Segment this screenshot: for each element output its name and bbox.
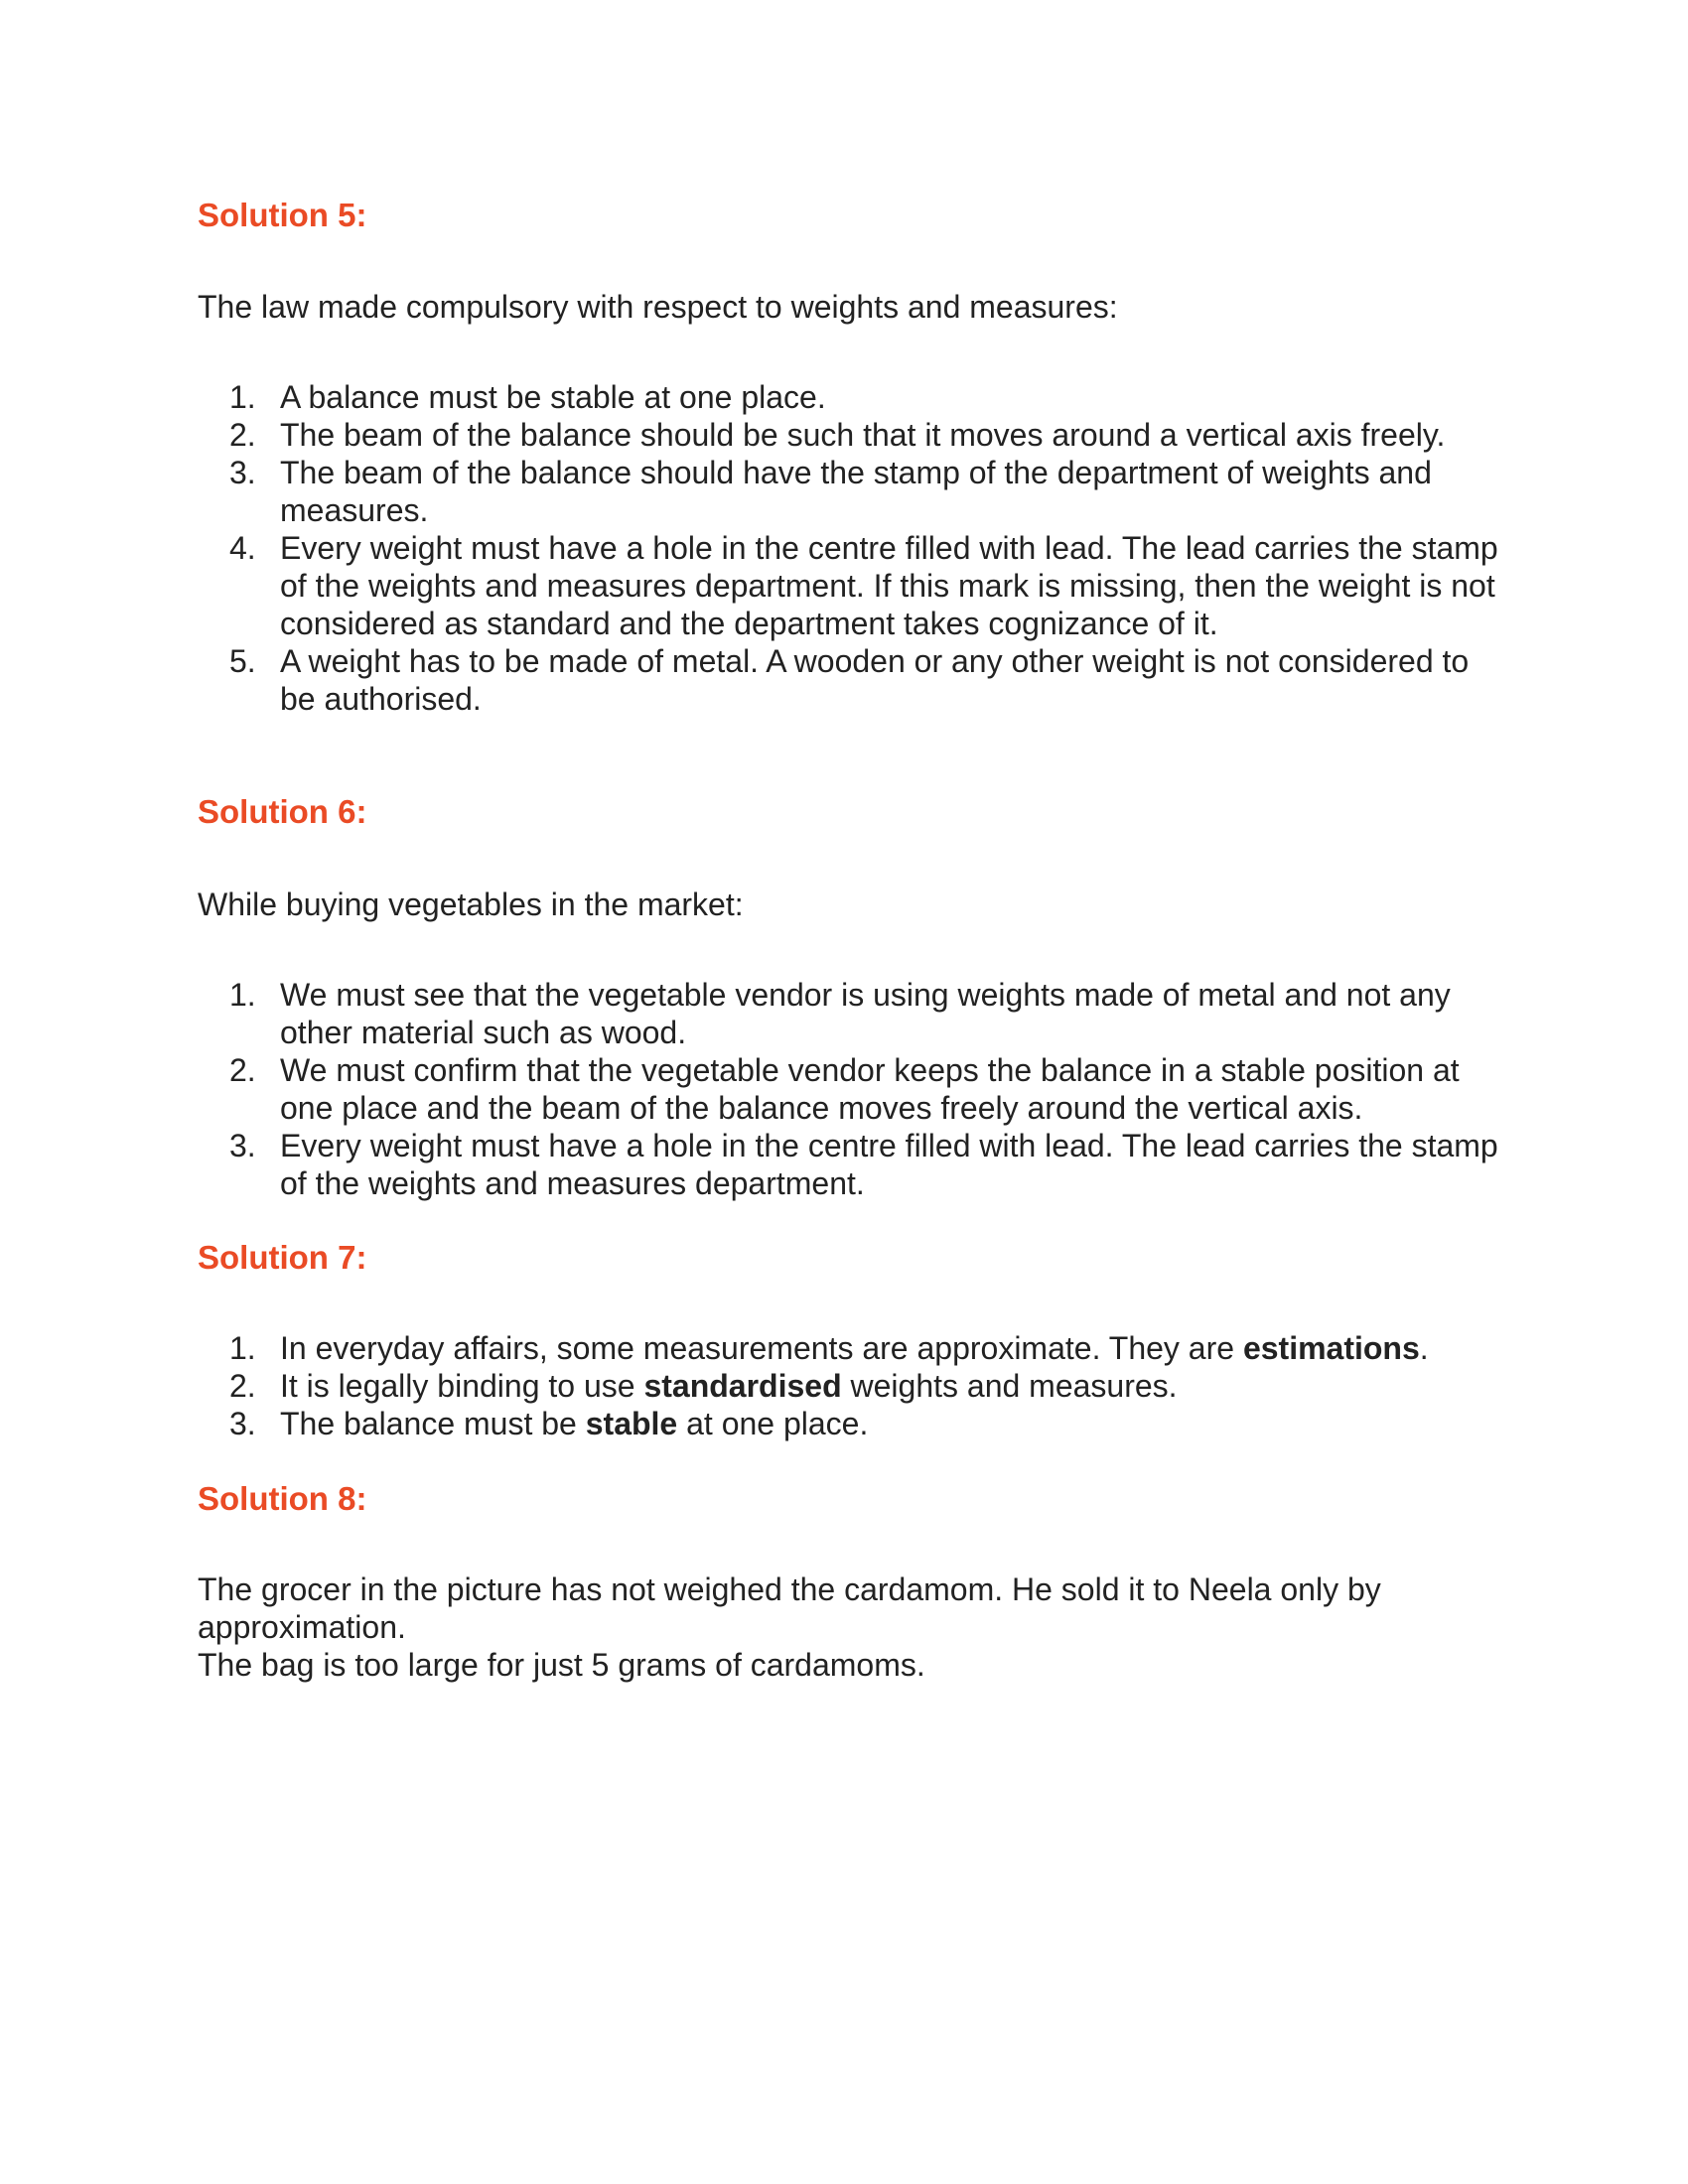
list-item: 2. We must confirm that the vegetable vendor keeps the balance in a stable position at one place and the beam of the balance moves freely around the vertical axis. xyxy=(229,1052,1460,1126)
list-item: 2. It is legally binding to use standardised weights and measures. xyxy=(229,1368,1178,1404)
solution-6-heading: Solution 6: xyxy=(198,793,367,830)
solution-5-intro: The law made compulsory with respect to weights and measures: xyxy=(198,289,1118,325)
solution-7-heading: Solution 7: xyxy=(198,1239,367,1276)
solution-8-paragraph-1: The grocer in the picture has not weighed the cardamom. He sold it to Neela only by approximation. xyxy=(198,1571,1381,1645)
solution-7-list xyxy=(198,1329,1508,1442)
bold-term: estimations xyxy=(1242,1330,1420,1366)
solution-8-heading: Solution 8: xyxy=(198,1480,367,1517)
list-item: 4. Every weight must have a hole in the centre filled with lead. The lead carries the stamp of the weights and measures department. If this mark is missing, then the weight is not considered as standard and the department takes cognizance of it. xyxy=(229,530,1498,641)
list-item: 3. Every weight must have a hole in the centre filled with lead. The lead carries the stamp of the weights and measures department. xyxy=(229,1128,1498,1201)
solution-5-list xyxy=(198,378,1508,718)
list-item: 3. The beam of the balance should have the stamp of the department of weights and measures. xyxy=(229,455,1432,528)
list-item: 3. The balance must be stable at one place. xyxy=(229,1406,869,1441)
list-item: 1. A balance must be stable at one place. xyxy=(229,379,826,415)
solution-6-intro: While buying vegetables in the market: xyxy=(198,887,744,922)
solution-8-paragraph-2: The bag is too large for just 5 grams of cardamoms. xyxy=(198,1647,925,1683)
bold-term: stable xyxy=(585,1406,678,1441)
bold-term: standardised xyxy=(643,1368,842,1404)
solution-5-heading: Solution 5: xyxy=(198,197,367,233)
list-item: 1. In everyday affairs, some measurements are approximate. They are estimations. xyxy=(229,1330,1429,1366)
list-item: 5. A weight has to be made of metal. A wooden or any other weight is not considered to be authorised. xyxy=(229,643,1470,717)
list-item: 2. The beam of the balance should be such that it moves around a vertical axis freely. xyxy=(229,417,1446,453)
solution-6-list xyxy=(198,976,1508,1202)
list-item: 1. We must see that the vegetable vendor is using weights made of metal and not any other material such as wood. xyxy=(229,977,1451,1050)
